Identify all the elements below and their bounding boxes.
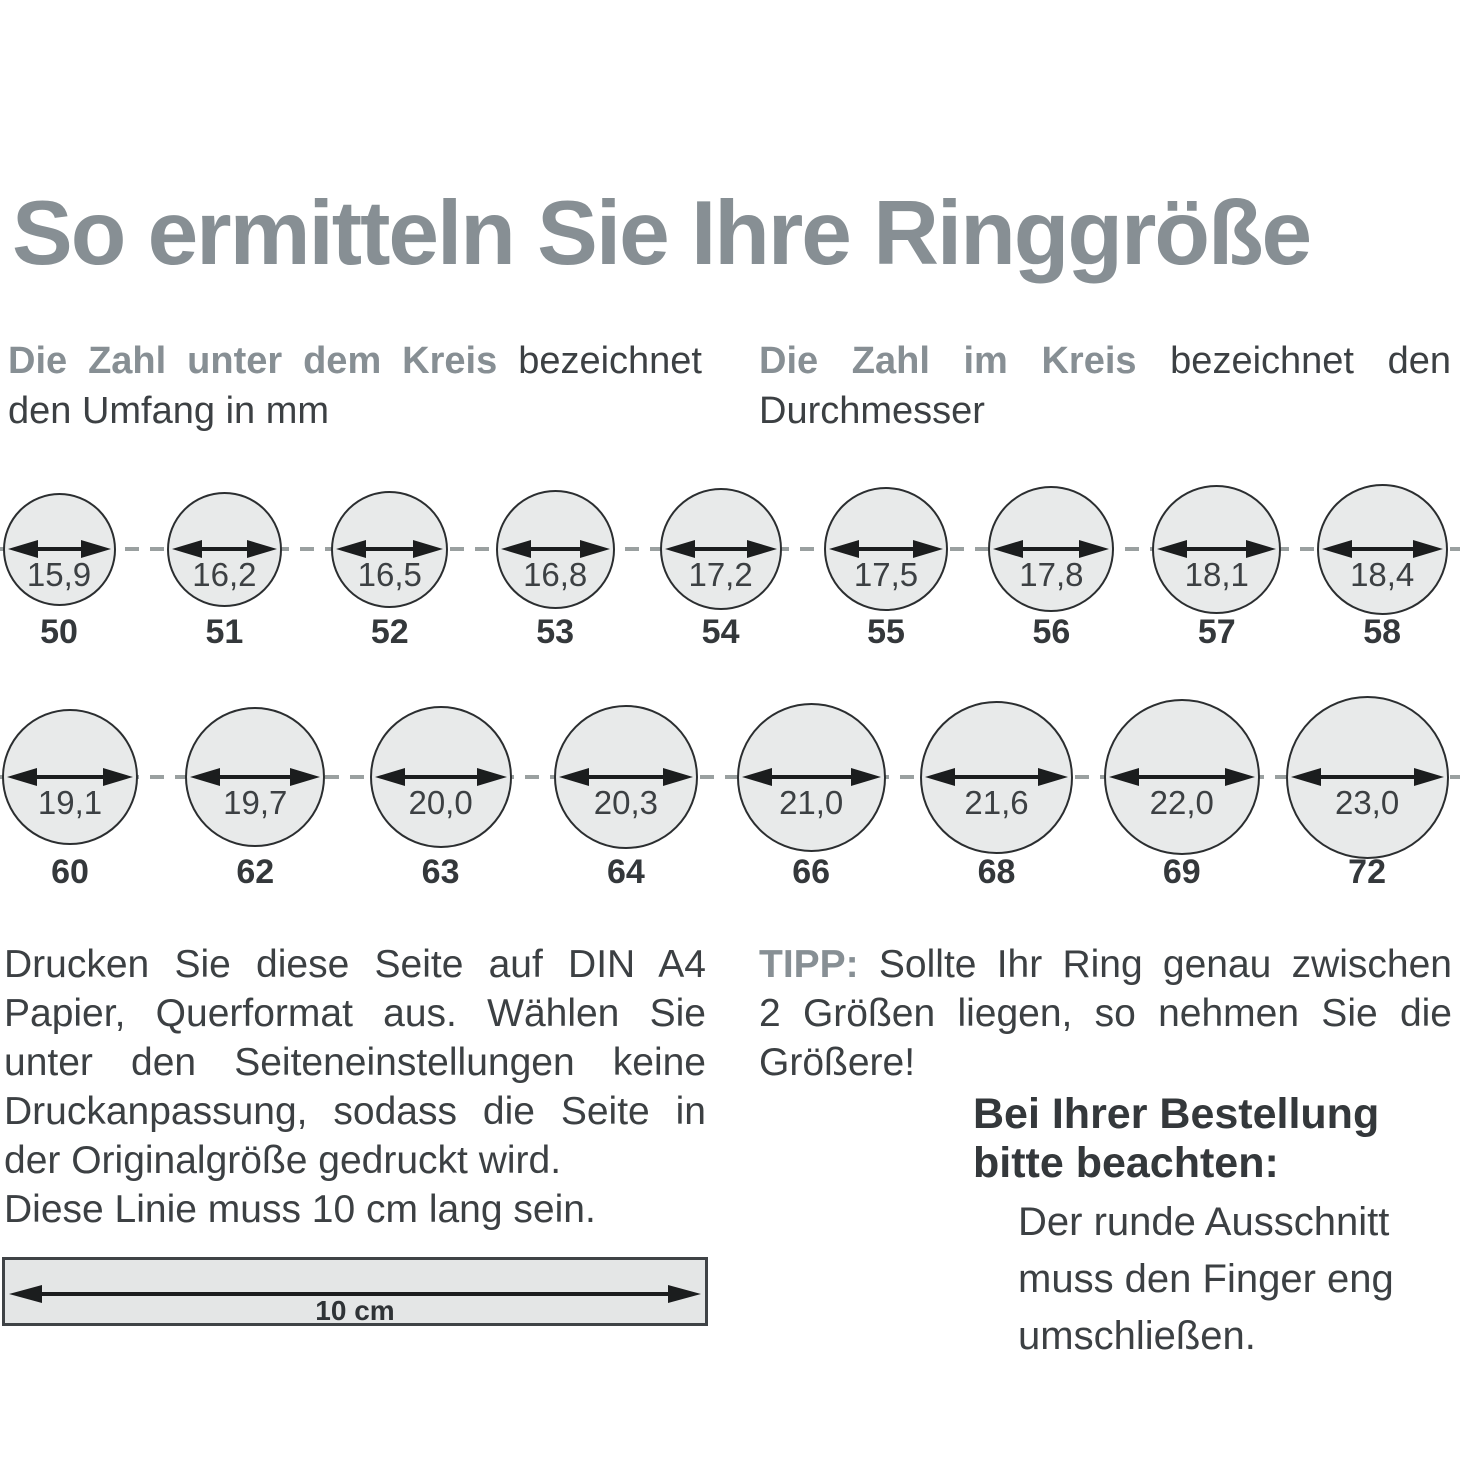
print-instructions-line: unter den Seiteneinstellungen keine bbox=[4, 1041, 706, 1084]
print-instructions-line: Diese Linie muss 10 cm lang sein. bbox=[4, 1188, 596, 1231]
legend-circumference-rest: bezeichnet bbox=[518, 340, 702, 382]
circumference-label: 62 bbox=[236, 853, 275, 891]
ten-cm-ruler-bar bbox=[2, 1257, 708, 1326]
diameter-value: 17,2 bbox=[688, 556, 753, 593]
diameter-value: 19,1 bbox=[37, 784, 103, 821]
diameter-value: 21,0 bbox=[779, 784, 844, 821]
ring-circle-size-63 bbox=[370, 706, 512, 848]
diameter-value: 15,9 bbox=[26, 556, 92, 593]
print-instructions bbox=[4, 940, 706, 1234]
diameter-value: 17,5 bbox=[853, 556, 919, 593]
diameter-value: 16,2 bbox=[192, 556, 257, 593]
circumference-label: 50 bbox=[40, 613, 78, 651]
tip-line1-rest: Sollte Ihr Ring genau zwischen bbox=[878, 943, 1452, 986]
ring-circle-size-56 bbox=[988, 486, 1114, 612]
circumference-label: 52 bbox=[370, 613, 409, 651]
diameter-value: 17,8 bbox=[1019, 556, 1084, 593]
print-instructions-line: Druckanpassung, sodass die Seite in bbox=[4, 1090, 706, 1133]
tip-note bbox=[759, 940, 1452, 1087]
circumference-label: 69 bbox=[1162, 853, 1201, 891]
ring-circle-size-50 bbox=[3, 493, 116, 606]
diameter-value: 20,0 bbox=[408, 784, 473, 821]
circumference-label: 54 bbox=[701, 613, 740, 651]
circumference-label: 56 bbox=[1032, 613, 1071, 651]
diameter-value: 22,0 bbox=[1149, 784, 1214, 821]
diameter-value: 21,6 bbox=[964, 784, 1029, 821]
print-instructions-line: der Originalgröße gedruckt wird. bbox=[4, 1139, 562, 1182]
legend-diameter-rest: bezeichnet den bbox=[1170, 340, 1452, 382]
ring-circle-size-52 bbox=[331, 491, 448, 608]
circumference-label: 53 bbox=[536, 613, 575, 651]
print-instructions-line: Papier, Querformat aus. Wählen Sie bbox=[4, 992, 706, 1035]
diameter-value: 18,4 bbox=[1350, 556, 1415, 593]
circumference-label: 55 bbox=[867, 613, 905, 651]
ring-circle-size-64 bbox=[554, 705, 698, 849]
ring-circle-size-57 bbox=[1152, 485, 1281, 614]
circumference-label: 72 bbox=[1348, 853, 1386, 891]
order-note-heading bbox=[973, 1090, 1379, 1188]
circumference-label: 60 bbox=[51, 853, 89, 891]
ring-circle-size-69 bbox=[1104, 699, 1260, 855]
order-note-body-line2: muss den Finger eng bbox=[1018, 1257, 1394, 1301]
page-title: So ermitteln Sie Ihre Ringgröße bbox=[12, 183, 1311, 284]
diameter-value: 18,1 bbox=[1184, 556, 1249, 593]
legend-diameter-line1 bbox=[759, 336, 1451, 386]
ring-circle-size-68 bbox=[920, 701, 1073, 854]
legend-diameter bbox=[759, 336, 1451, 436]
tip-line1 bbox=[759, 940, 1452, 989]
diameter-value: 20,3 bbox=[593, 784, 658, 821]
circumference-label: 64 bbox=[606, 853, 645, 891]
ring-circle-size-66 bbox=[737, 703, 886, 852]
legend-circumference-highlight: Die Zahl unter dem Kreis bbox=[8, 340, 498, 382]
ring-circle-size-60 bbox=[2, 709, 138, 845]
circumference-label: 63 bbox=[421, 853, 460, 891]
legend-diameter-line2: Durchmesser bbox=[759, 390, 985, 432]
tip-line2: 2 Größen liegen, so nehmen Sie die bbox=[759, 992, 1452, 1035]
ring-circle-size-62 bbox=[185, 707, 325, 847]
order-note-body-line3: umschließen. bbox=[1018, 1314, 1256, 1358]
legend-circumference-line1 bbox=[8, 336, 702, 386]
ring-circle-size-58 bbox=[1317, 484, 1448, 615]
ring-circle-size-51 bbox=[167, 492, 282, 607]
print-instructions-line: Drucken Sie diese Seite auf DIN A4 bbox=[4, 943, 706, 986]
legend-circumference-line2: den Umfang in mm bbox=[8, 390, 330, 432]
circumference-label: 68 bbox=[977, 853, 1016, 891]
circumference-label: 66 bbox=[792, 853, 831, 891]
diameter-value: 16,8 bbox=[523, 556, 588, 593]
diameter-value: 23,0 bbox=[1334, 784, 1400, 821]
circumference-label: 58 bbox=[1363, 613, 1402, 651]
legend-diameter-highlight: Die Zahl im Kreis bbox=[759, 340, 1137, 382]
legend-circumference bbox=[8, 336, 702, 436]
order-note-body bbox=[1018, 1194, 1394, 1365]
tip-label: TIPP: bbox=[759, 943, 859, 986]
order-note-body-line1: Der runde Ausschnitt bbox=[1018, 1200, 1390, 1244]
order-note-heading-line2: bitte beachten: bbox=[973, 1139, 1279, 1187]
ring-circle-size-54 bbox=[660, 488, 782, 610]
circumference-label: 57 bbox=[1197, 613, 1236, 651]
diameter-value: 19,7 bbox=[223, 784, 288, 821]
ring-circle-size-72 bbox=[1286, 696, 1449, 859]
ring-circle-size-53 bbox=[496, 490, 615, 609]
diameter-value: 16,5 bbox=[357, 556, 422, 593]
tip-line3: Größere! bbox=[759, 1041, 916, 1084]
circumference-label: 51 bbox=[205, 613, 244, 651]
ruler-label: 10 cm bbox=[315, 1295, 395, 1326]
order-note-heading-line1: Bei Ihrer Bestellung bbox=[973, 1090, 1380, 1138]
ring-circle-size-55 bbox=[824, 487, 948, 611]
